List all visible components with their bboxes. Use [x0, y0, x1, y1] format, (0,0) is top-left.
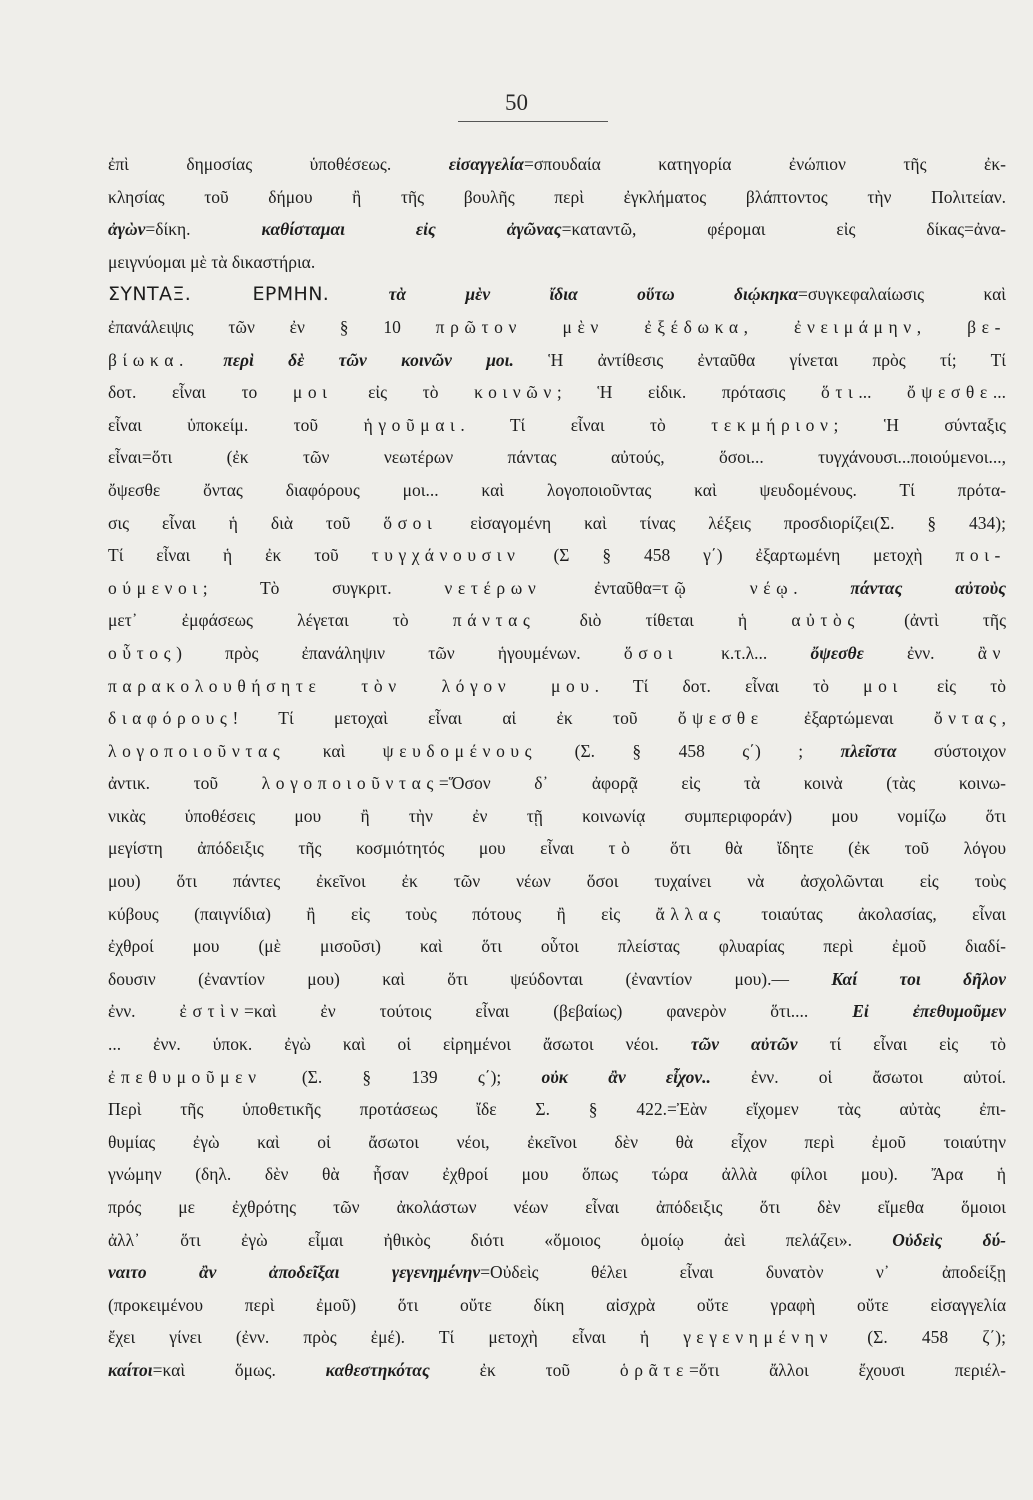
text-run: ὄψεσθε ὄντας διαφόρους μοι... καὶ λογοποιοῦντας καὶ ψευδομένους. Τί πρότα- — [108, 479, 1006, 500]
text-run: εἰσαγομένη καὶ τίνας λέξεις προσδιορίζει(Σ. § 434); — [437, 512, 1006, 533]
spaced-word: πρῶτον μὲν ἐξέδωκα, ἐνειμάμην, βε- — [435, 316, 1006, 337]
text-run: δουσιν (ἐναντίον μου) καὶ ὅτι ψεύδονται (ἐναντίον μου).— — [108, 968, 832, 989]
spaced-word: ἄλλας — [655, 903, 726, 924]
text-run: εἰς τὸ — [332, 382, 475, 403]
text-line — [108, 1289, 1006, 1322]
bold-italic-phrase: εἰσαγγελία — [448, 154, 524, 174]
spaced-word: ἂν — [977, 642, 1006, 663]
text-line — [108, 376, 1006, 409]
text-line — [108, 1224, 1006, 1257]
text-run: =συγκεφαλαίωσις καὶ — [798, 284, 1006, 305]
bold-italic-phrase: τῶν αὐτῶν — [690, 1034, 798, 1055]
text-run: καὶ — [285, 740, 383, 761]
text-run: . Τί δοτ. εἶναι τὸ — [594, 675, 864, 696]
text-run: μεγίστη ἀπόδειξις τῆς κοσμιότητός μου εἶναι — [108, 838, 609, 859]
text-run: τοιαύτας ἀκολασίας, εἶναι — [725, 903, 1006, 924]
text-run: εἶναι ὑποκείμ. τοῦ — [108, 414, 364, 435]
text-run: σις εἶναι ἡ διὰ τοῦ — [108, 512, 384, 533]
bold-italic-phrase: καίτοι — [108, 1359, 153, 1380]
text-run: ἐκ τοῦ — [429, 1359, 620, 1380]
spaced-word: ποι- — [955, 545, 1006, 566]
spaced-word: ἐπεθυμοῦμεν — [108, 1066, 262, 1087]
bold-italic-phrase: ἀγὼν — [108, 219, 146, 240]
text-run — [329, 284, 388, 304]
text-line — [108, 702, 1006, 735]
text-run: ἐξαρτώμεναι — [763, 708, 934, 729]
text-run: =Ὅσον δ᾽ ἀφορᾷ εἰς τὰ κοινὰ (τὰς κοινω- — [438, 773, 1006, 794]
text-run: ὅτι θὰ ἴδητε (ἐκ τοῦ λόγου — [635, 838, 1006, 859]
text-line — [108, 1321, 1006, 1354]
text-run: κλησίας τοῦ δήμου ἢ τῆς βουλῆς περὶ ἐγκλήματος βλάπτοντος τὴν Πολιτείαν. — [108, 186, 1006, 207]
spaced-word: ἡγοῦμαι — [363, 414, 461, 435]
text-run: μειγνύομαι μὲ τὰ δικαστήρια. — [108, 251, 316, 272]
text-line — [108, 832, 1006, 865]
text-run: ... — [992, 382, 1006, 403]
spaced-word: τεκμήριον — [711, 414, 834, 435]
text-run: Περὶ τῆς ὑποθετικῆς προτάσεως ἴδε Σ. § 422.=Ἐὰν εἴχομεν τὰς αὐτὰς ἐπι- — [108, 1099, 1006, 1120]
spaced-word: οὗτος — [108, 642, 177, 663]
text-line — [108, 637, 1006, 670]
text-line — [108, 735, 1006, 768]
text-run: ... — [858, 382, 908, 403]
text-line — [108, 1256, 1006, 1289]
text-run: εἰς τὸ — [902, 675, 1006, 696]
spaced-word: τυγχάνουσιν — [371, 545, 521, 566]
text-line — [108, 1354, 1006, 1387]
spaced-word: νετέρων — [444, 577, 542, 598]
spaced-word: κοινῶν — [474, 382, 557, 403]
spaced-word: γεγενημένην — [683, 1327, 834, 1348]
bold-italic-phrase: περὶ δὲ τῶν κοινῶν μοι. — [223, 349, 514, 370]
text-line — [108, 311, 1006, 344]
text-run: θυμίας ἐγὼ καὶ οἱ ἄσωτοι νέοι, ἐκεῖνοι δὲν θὰ εἶχον περὶ ἐμοῦ τοιαύτην — [108, 1131, 1006, 1152]
text-line — [108, 767, 1006, 800]
text-line — [108, 1061, 1006, 1094]
text-line — [108, 181, 1006, 214]
text-run: νικὰς ὑποθέσεις μου ἢ τὴν ἐν τῇ κοινωνίᾳ συμπεριφοράν) μου νομίζω ὅτι — [108, 805, 1006, 826]
text-run: . — [793, 577, 851, 598]
text-run: πρός με ἐχθρότης τῶν ἀκολάστων νέων εἶναι ἀπόδειξις ὅτι δὲν εἴμεθα ὅμοιοι — [108, 1197, 1006, 1217]
text-line — [108, 148, 1006, 181]
text-run: ἐνταῦθα= — [541, 577, 662, 598]
text-run: ἔχει γίνει (ἐνν. πρὸς ἐμέ). Τί μετοχὴ εἶναι ἡ — [108, 1327, 684, 1348]
text-line — [108, 409, 1006, 442]
text-run: γνώμην (δηλ. δὲν θὰ ἦσαν ἐχθροί μου ὅπως τώρα ἀλλὰ φίλοι μου). Ἄρα ἡ — [108, 1164, 1006, 1185]
text-run: =δίκη. — [145, 219, 262, 240]
text-line — [108, 539, 1006, 572]
text-run: =καὶ ὅμως. — [152, 1359, 326, 1380]
commentary-body — [108, 148, 1006, 1387]
text-run: ἀλλ᾽ ὅτι ἐγὼ εἶμαι ἠθικὸς διότι «ὅμοιος ὁμοίῳ ἀεὶ πελάζει». — [108, 1229, 893, 1250]
text-run: ) πρὸς ἐπανάληψιν τῶν ἡγουμένων. — [176, 642, 624, 663]
text-line — [108, 1158, 1006, 1191]
text-run: ἐπὶ δημοσίας ὑποθέσεως. — [108, 154, 449, 174]
spaced-word: ὄψεσθε — [677, 708, 764, 729]
spaced-word: πάντας — [452, 610, 536, 631]
spaced-word: τὸ — [608, 838, 636, 859]
text-line — [108, 507, 1006, 540]
text-run: ; Ἡ σύνταξις — [833, 414, 1006, 435]
text-run: =καταντῶ, φέρομαι εἰς δίκας=ἀνα- — [561, 219, 1006, 240]
bold-italic-phrase: ὄψεσθε — [810, 642, 864, 663]
text-line — [108, 865, 1006, 898]
text-run: ! Τί μετοχαὶ εἶναι αἱ ἐκ τοῦ — [232, 708, 678, 729]
text-line — [108, 800, 1006, 833]
text-line — [108, 1093, 1006, 1126]
spaced-word: παρακολουθήσητε τὸν λόγον μου — [108, 675, 595, 696]
text-run: (Σ. § 458 ς΄) ; — [537, 740, 841, 761]
spaced-word: βίωκα. — [108, 349, 189, 370]
text-run: =καὶ ἐν τούτοις εἶναι (βεβαίως) φανερὸν ὅτι.... — [243, 1001, 853, 1022]
text-line — [108, 1028, 1006, 1061]
text-run: ... ἐνν. ὑποκ. ἐγὼ καὶ οἱ εἰρημένοι ἄσωτοι νέοι. — [108, 1034, 691, 1055]
text-run: ἐνν. — [108, 1001, 180, 1022]
spaced-word: ὄψεσθε — [907, 382, 993, 403]
text-run: μου) ὅτι πάντες ἐκεῖνοι ἐκ τῶν νέων ὅσοι τυχαίνει νὰ ἀσχολῶνται εἰς τοὺς — [108, 871, 1006, 892]
text-line — [108, 898, 1006, 931]
text-run: =Οὐδεὶς θέλει εἶναι δυνατὸν ν᾽ ἀποδείξῃ — [480, 1262, 1006, 1283]
text-run: κύβους (παιγνίδια) ἢ εἰς τοὺς πότους ἢ εἰς — [108, 903, 656, 924]
page-number: 50 — [505, 90, 528, 115]
bold-italic-phrase: καθεστηκότας — [325, 1359, 430, 1380]
text-line — [108, 963, 1006, 996]
spaced-word: ὁρᾶτε — [619, 1359, 689, 1380]
spaced-word: ὅτι — [821, 382, 859, 403]
spaced-word: διαφόρους — [108, 708, 233, 729]
text-line — [108, 474, 1006, 507]
text-run: ; Τὸ συγκριτ. — [202, 577, 445, 598]
text-line — [108, 995, 1006, 1028]
spaced-word: λογοποιοῦντας — [108, 740, 286, 761]
text-run: Ἡ ἀντίθεσις ἐνταῦθα γίνεται πρὸς τί; Τί — [513, 349, 1006, 370]
text-line — [108, 572, 1006, 605]
text-run — [189, 350, 223, 370]
text-run: (προκειμένου περὶ ἐμοῦ) ὅτι οὔτε δίκη αἰσχρὰ οὔτε γραφὴ οὔτε εἰσαγγελία — [108, 1294, 1006, 1315]
text-run: =σπουδαία κατηγορία ἐνώπιον τῆς ἐκ- — [523, 154, 1006, 174]
text-line — [108, 344, 1006, 377]
text-run: σύστοιχον — [896, 740, 1006, 761]
bold-italic-phrase: ναιτο ἂν ἀποδεῖξαι γεγενημένην — [108, 1262, 481, 1283]
text-run: ἐνν. οἱ ἄσωτοι αὐτοί. — [710, 1066, 1006, 1087]
spaced-word: ούμενοι — [108, 577, 203, 598]
text-run: (Σ § 458 γ΄) ἐξαρτωμένη μετοχὴ — [520, 545, 956, 566]
spaced-word: ὅσοι — [623, 642, 678, 663]
spaced-word: ἐστὶν — [179, 1001, 244, 1022]
text-line — [108, 213, 1006, 246]
spaced-word: αὐτὸς — [791, 610, 860, 631]
spaced-word: μοι — [863, 675, 903, 696]
text-line — [108, 246, 1006, 279]
text-run: δοτ. εἶναι το — [108, 382, 293, 403]
text-line — [108, 441, 1006, 474]
text-run: εἶναι=ὅτι (ἐκ τῶν νεωτέρων πάντας αὐτούς, ὅσοι... τυγχάνουσι...ποιούμενοι..., — [108, 447, 1006, 468]
spaced-word: μοι — [292, 382, 333, 403]
text-run: , — [1001, 708, 1006, 729]
text-line — [108, 930, 1006, 963]
bold-italic-phrase: Καί τοι δῆλον — [831, 968, 1006, 989]
text-run: =ὅτι ἄλλοι ἔχουσι περιέλ- — [688, 1359, 1006, 1380]
text-run: (Σ. 458 ζ΄); — [833, 1327, 1006, 1348]
bold-italic-phrase: καθίσταμαι εἰς ἀγῶνας — [261, 219, 562, 240]
text-run: Τί εἶναι ἡ ἐκ τοῦ — [108, 545, 372, 566]
spaced-word: ψευδομένους — [382, 740, 538, 761]
header-rule — [458, 121, 608, 122]
bold-italic-phrase: τὰ μὲν ἴδια οὕτω διῴκηκα — [388, 284, 799, 305]
bold-italic-phrase: πλεῖστα — [840, 740, 897, 761]
text-line — [108, 670, 1006, 703]
text-line — [108, 1191, 1006, 1224]
text-run: μετ᾽ ἐμφάσεως λέγεται τὸ — [108, 610, 453, 631]
bold-italic-phrase: Οὐδεὶς δύ- — [892, 1229, 1006, 1250]
text-run: (Σ. § 139 ς΄); — [261, 1066, 542, 1087]
bold-italic-phrase: οὐκ ἂν εἶχον.. — [541, 1066, 711, 1087]
spaced-word: ὅσοι — [383, 512, 438, 533]
text-run: διὸ τίθεται ἡ — [535, 610, 792, 631]
text-run: ἐχθροί μου (μὲ μισοῦσι) καὶ ὅτι οὗτοι πλείστας φλυαρίας περὶ ἐμοῦ διαδί- — [108, 936, 1006, 957]
bold-italic-phrase: πάντας αὐτοὺς — [850, 577, 1006, 598]
text-run: ; Ἡ εἰδικ. πρότασις — [556, 382, 822, 403]
text-run: ἐνν. — [863, 642, 978, 663]
section-heading: ΣΥΝΤΑΞ. ΕΡΜΗΝ. — [108, 283, 330, 306]
bold-italic-phrase: Εἰ ἐπεθυμοῦμεν — [852, 1001, 1006, 1022]
spaced-word: τῷ νέῳ — [661, 577, 794, 598]
spaced-word: λογοποιοῦντας — [261, 773, 439, 794]
text-run: κ.τ.λ... — [677, 642, 811, 663]
text-run: ἀντικ. τοῦ — [108, 773, 262, 794]
text-run: (ἀντὶ τῆς — [859, 610, 1006, 631]
text-line — [108, 604, 1006, 637]
text-line — [108, 278, 1006, 311]
text-run: τί εἶναι εἰς τὸ — [797, 1034, 1006, 1055]
spaced-word: ὄντας — [933, 708, 1002, 729]
text-run: ἐπανάλειψις τῶν ἐν § 10 — [108, 316, 436, 337]
text-line — [108, 1126, 1006, 1159]
text-run: . Τί εἶναι τὸ — [460, 414, 712, 435]
